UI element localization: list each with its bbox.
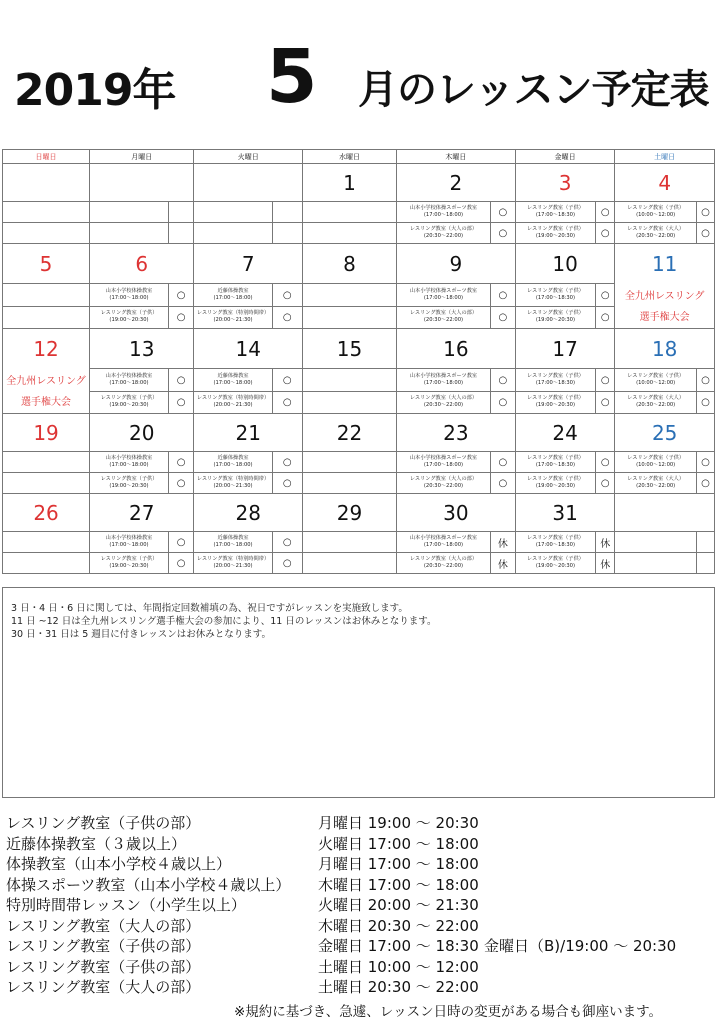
lesson-info: レスリング教室（子供） (19:00〜20:30) [90,553,169,574]
open-mark: ○ [272,391,302,413]
weekday-tue: 火曜日 [194,150,303,164]
schedule-name: レスリング教室（子供の部） [6,814,201,832]
date-number: 12 [33,337,59,361]
open-mark: ○ [168,553,194,574]
open-mark: ○ [272,452,302,473]
lesson-info: 近藤体操教室 (17:00〜18:00) [194,284,272,306]
lesson-info: レスリング教室（特別時間帯） (20:00〜21:30) [194,391,272,413]
lesson-info: レスリング教室（子供） (10:00〜12:00) [615,452,697,473]
open-mark: ○ [696,391,714,413]
schedule-name: 体操スポーツ教室（山本小学校４歳以上） [6,875,291,894]
date-cell: 4 [615,164,715,202]
lesson-info: レスリング教室（子供） (17:00〜18:30) [515,369,595,391]
lesson-info: レスリング教室（子供） (19:00〜20:30) [90,473,169,494]
lesson-info: レスリング教室（子供） (19:00〜20:30) [515,553,595,574]
lesson-info [302,223,396,244]
schedule-name: レスリング教室（子供の部） [6,937,201,955]
lesson-info: 山本小学校体操スポーツ教室 (17:00〜18:00) [396,284,490,306]
date-cell: 1 [302,164,396,202]
lesson-info [3,306,90,328]
calendar-table [2,149,715,574]
lesson-info [302,391,396,413]
schedule-time: 土曜日 20:30 〜 22:00 [318,978,479,996]
date-cell: 29 [302,494,396,532]
schedule-time: 月曜日 19:00 〜 20:30 [318,814,479,832]
date-row [3,414,715,452]
schedule-row [6,894,716,915]
schedule-time: 木曜日 20:30 〜 22:00 [318,916,479,935]
closed-mark: 休 [596,553,615,574]
date-cell: 10 [515,244,615,284]
open-mark: ○ [168,284,194,306]
open-mark: ○ [596,284,615,306]
open-mark: ○ [272,284,302,306]
lesson-info [615,553,697,574]
open-mark: ○ [490,452,515,473]
date-row [3,164,715,202]
open-mark [272,223,302,244]
lesson-info: 山本小学校体操教室 (17:00〜18:00) [90,369,169,391]
date-cell: 9 [396,244,515,284]
date-row [3,329,715,369]
lesson-info: レスリング教室（大人） (20:30〜22:00) [615,223,697,244]
date-cell: 18 [615,329,715,369]
lesson-info [3,223,90,244]
lesson-slot-row [3,532,715,553]
note-line: 30 日・31 日は 5 週目に付きレッスンはお休みとなります。 [11,629,271,640]
lesson-info: 山本小学校体操教室 (17:00〜18:00) [90,452,169,473]
schedule-row [6,853,716,874]
date-cell: 31 [515,494,615,532]
date-cell [3,164,90,202]
open-mark: ○ [596,306,615,328]
schedule-row [6,976,716,997]
lesson-slot-row [3,306,715,328]
event-label: 全九州レスリング 選手権大会 [6,376,86,408]
open-mark: ○ [490,306,515,328]
lesson-info [3,452,90,473]
date-cell: 16 [396,329,515,369]
weekday-wed: 水曜日 [302,150,396,164]
date-cell: 30 [396,494,515,532]
weekday-thu: 木曜日 [396,150,515,164]
lesson-info [194,202,272,223]
lesson-info: 山本小学校体操教室 (17:00〜18:00) [90,284,169,306]
schedule-row [6,956,716,977]
open-mark: ○ [490,223,515,244]
schedule-row [6,915,716,936]
lesson-slot-row [3,223,715,244]
open-mark: ○ [272,553,302,574]
schedule-row [6,812,716,833]
lesson-info [194,223,272,244]
lesson-slot-row [3,202,715,223]
lesson-info: レスリング教室（子供） (17:00〜18:30) [515,532,595,553]
open-mark: ○ [168,391,194,413]
open-mark [168,223,194,244]
date-row [3,494,715,532]
open-mark: ○ [696,369,714,391]
lesson-info: レスリング教室（子供） (19:00〜20:30) [515,306,595,328]
date-cell: 6 [90,244,194,284]
open-mark: ○ [696,202,714,223]
date-cell: 26 [3,494,90,532]
lesson-info: 近藤体操教室 (17:00〜18:00) [194,532,272,553]
lesson-info [3,532,90,553]
open-mark: ○ [490,202,515,223]
date-cell: 22 [302,414,396,452]
open-mark: ○ [168,306,194,328]
open-mark [168,202,194,223]
lesson-info: レスリング教室（子供） (17:00〜18:30) [515,452,595,473]
date-row [3,244,715,284]
date-cell: 14 [194,329,303,369]
schedule-time: 金曜日 17:00 〜 18:30 [318,937,479,955]
lesson-info: 山本小学校体操教室 (17:00〜18:00) [90,532,169,553]
date-cell: 19 [3,414,90,452]
weekday-fri: 金曜日 [515,150,615,164]
date-number: 11 [651,252,678,276]
event-label: 全九州レスリング 選手権大会 [624,291,705,323]
open-mark: ○ [272,473,302,494]
lesson-info [3,284,90,306]
lesson-info [90,202,169,223]
lesson-info [302,452,396,473]
lesson-info: レスリング教室（大人） (20:30〜22:00) [615,391,697,413]
date-cell: 21 [194,414,303,452]
lesson-info: レスリング教室（子供） (17:00〜18:30) [515,284,595,306]
lesson-info: レスリング教室（大人の部） (20:30〜22:00) [396,553,490,574]
lesson-info: レスリング教室（子供） (19:00〜20:30) [515,223,595,244]
open-mark [272,202,302,223]
lesson-info [3,473,90,494]
open-mark: ○ [168,369,194,391]
open-mark: ○ [596,369,615,391]
schedule-row [6,874,716,895]
open-mark: ○ [596,202,615,223]
date-cell: 23 [396,414,515,452]
open-mark: ○ [168,532,194,553]
lesson-info: レスリング教室（大人の部） (20:30〜22:00) [396,391,490,413]
schedule-time: 火曜日 17:00 〜 18:00 [318,834,479,853]
open-mark: ○ [272,369,302,391]
schedule-extra: 金曜日（B)/19:00 〜 20:30 [484,937,677,955]
closed-mark: 休 [490,553,515,574]
notes-box [2,587,715,798]
footnote: ※規約に基づき、急遽、レッスン日時の変更がある場合も御座います。 [234,1004,663,1020]
schedule-name: 体操教室（山本小学校４歳以上） [6,855,232,873]
open-mark: ○ [168,473,194,494]
date-cell: 25 [615,414,715,452]
schedule-row [6,935,716,956]
closed-mark: 休 [596,532,615,553]
open-mark: ○ [596,391,615,413]
lesson-info [3,553,90,574]
open-mark: ○ [596,473,615,494]
date-cell: 7 [194,244,303,284]
title-month: 5 [266,34,318,120]
date-cell: 15 [302,329,396,369]
lesson-info [302,473,396,494]
lesson-info: レスリング教室（特別時間帯） (20:00〜21:30) [194,553,272,574]
lesson-info: 山本小学校体操スポーツ教室 (17:00〜18:00) [396,202,490,223]
lesson-info [302,553,396,574]
lesson-info: レスリング教室（大人の部） (20:30〜22:00) [396,223,490,244]
lesson-info: レスリング教室（子供） (19:00〜20:30) [515,391,595,413]
schedule-time: 土曜日 10:00 〜 12:00 [318,957,479,976]
lesson-info [302,284,396,306]
open-mark: ○ [490,369,515,391]
open-mark: ○ [596,452,615,473]
weekday-mon: 月曜日 [90,150,194,164]
open-mark: ○ [272,306,302,328]
schedule-time: 火曜日 20:00 〜 21:30 [318,896,479,914]
schedule-name: レスリング教室（大人の部） [6,916,201,935]
lesson-info: レスリング教室（大人） (20:30〜22:00) [615,473,697,494]
title-text: 月のレッスン予定表 [358,67,709,113]
date-cell [3,329,90,414]
lesson-info: レスリング教室（大人の部） (20:30〜22:00) [396,306,490,328]
schedule-time: 木曜日 17:00 〜 18:00 [318,875,479,894]
open-mark: ○ [696,473,714,494]
weekday-sat: 土曜日 [615,150,715,164]
open-mark: ○ [490,391,515,413]
schedule-time: 月曜日 17:00 〜 18:00 [318,855,479,873]
lesson-info: 山本小学校体操スポーツ教室 (17:00〜18:00) [396,452,490,473]
lesson-info: 近藤体操教室 (17:00〜18:00) [194,452,272,473]
page-title [0,34,719,120]
date-cell: 2 [396,164,515,202]
lesson-info: レスリング教室（子供） (17:00〜18:30) [515,202,595,223]
schedule-name: レスリング教室（大人の部） [6,978,201,996]
weekday-sun: 日曜日 [3,150,90,164]
lesson-slot-row [3,452,715,473]
date-cell [615,494,715,532]
lesson-slot-row [3,473,715,494]
date-cell: 8 [302,244,396,284]
lesson-info [90,223,169,244]
date-cell: 24 [515,414,615,452]
lesson-slot-row [3,391,715,413]
lesson-info: レスリング教室（特別時間帯） (20:00〜21:30) [194,473,272,494]
open-mark: ○ [490,284,515,306]
open-mark: ○ [696,223,714,244]
lesson-info: 山本小学校体操スポーツ教室 (17:00〜18:00) [396,369,490,391]
open-mark: ○ [168,452,194,473]
date-cell: 20 [90,414,194,452]
date-cell: 28 [194,494,303,532]
lesson-info: レスリング教室（子供） (10:00〜12:00) [615,369,697,391]
lesson-info [302,369,396,391]
lesson-info: レスリング教室（大人の部） (20:30〜22:00) [396,473,490,494]
date-cell: 27 [90,494,194,532]
open-mark: ○ [696,452,714,473]
lesson-info: レスリング教室（特別時間帯） (20:00〜21:30) [194,306,272,328]
lesson-info: レスリング教室（子供） (19:00〜20:30) [90,391,169,413]
open-mark [696,553,714,574]
date-cell [194,164,303,202]
lesson-slot-row [3,284,715,306]
lesson-info [302,202,396,223]
date-cell: 3 [515,164,615,202]
lesson-info: 近藤体操教室 (17:00〜18:00) [194,369,272,391]
open-mark: ○ [490,473,515,494]
closed-mark: 休 [490,532,515,553]
date-cell: 17 [515,329,615,369]
lesson-schedule-list [6,812,716,997]
lesson-info: レスリング教室（子供） (19:00〜20:30) [515,473,595,494]
date-cell: 13 [90,329,194,369]
date-cell [615,244,715,329]
lesson-slot-row [3,553,715,574]
note-line: 11 日 ~12 日は全九州レスリング選手権大会の参加により、11 日のレッスンはお休みとなります。 [11,616,437,627]
date-cell: 5 [3,244,90,284]
lesson-info: 山本小学校体操スポーツ教室 (17:00〜18:00) [396,532,490,553]
lesson-info [302,306,396,328]
schedule-name: レスリング教室（子供の部） [6,957,201,976]
open-mark [696,532,714,553]
date-cell [90,164,194,202]
schedule-name: 特別時間帯レッスン（小学生以上） [6,896,246,914]
lesson-slot-row [3,369,715,391]
open-mark: ○ [272,532,302,553]
note-line: 3 日・4 日・6 日に関しては、年間指定回数補填の為、祝日ですがレッスンを実施致します。 [11,603,408,614]
lesson-info [615,532,697,553]
lesson-info [3,202,90,223]
weekday-header [3,150,715,164]
lesson-info [302,532,396,553]
schedule-name: 近藤体操教室（３歳以上） [6,834,187,853]
open-mark: ○ [596,223,615,244]
schedule-row [6,833,716,854]
lesson-info: レスリング教室（子供） (10:00〜12:00) [615,202,697,223]
lesson-info: レスリング教室（子供） (19:00〜20:30) [90,306,169,328]
title-year: 2019年 [14,65,176,116]
